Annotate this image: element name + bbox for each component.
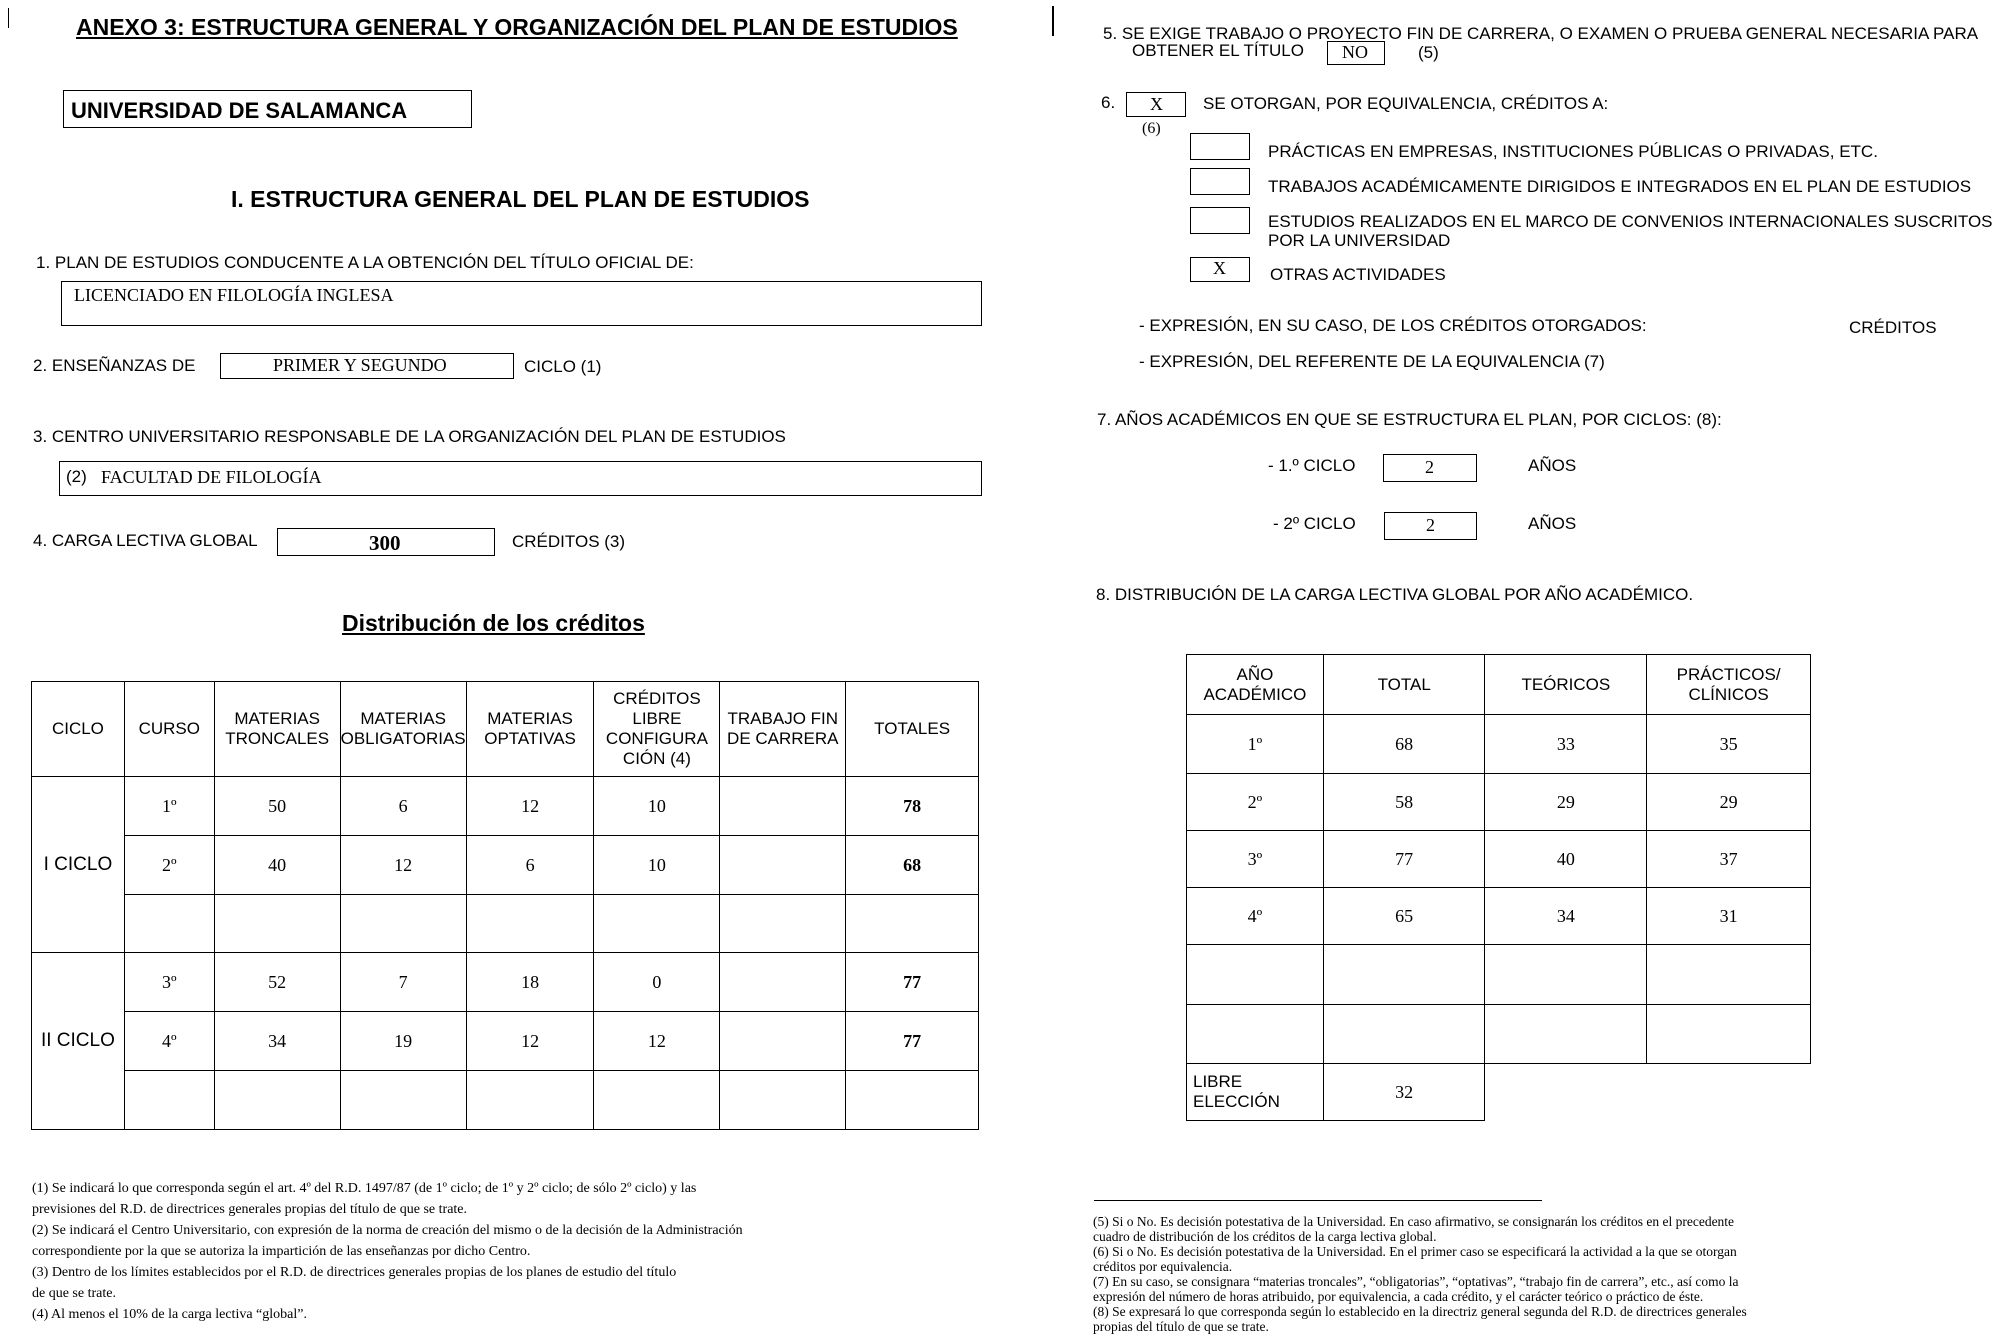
item4-suffix: CRÉDITOS (3) — [512, 532, 626, 551]
item5-value: NO — [1342, 42, 1368, 62]
cell-teoricos: 33 — [1485, 715, 1647, 774]
cell-totales: 77 — [846, 953, 979, 1012]
cell-curso — [124, 1071, 214, 1130]
university-name: UNIVERSIDAD DE SALAMANCA — [71, 98, 408, 123]
footnote-line: (8) Se expresará lo que corresponda según lo establecido en la directriz general segunda del R.D. de directrices generales — [1093, 1304, 1747, 1319]
cell-troncales: 52 — [214, 953, 340, 1012]
table-row — [32, 895, 979, 953]
cell-practicos: 31 — [1647, 888, 1811, 945]
cell-optativas: 12 — [466, 777, 594, 836]
footnote-line: (7) En su caso, se consignara “materias troncales”, “obligatorias”, “optativas”, “trabajo fin de carrera”, etc., así como la — [1093, 1274, 1739, 1289]
cell-obligatorias: 6 — [340, 777, 466, 836]
cell-total — [1323, 1005, 1485, 1064]
cell-optativas — [466, 1071, 594, 1130]
cell-teoricos: 34 — [1485, 888, 1647, 945]
cell-trabajo — [720, 953, 846, 1012]
table-row — [32, 1012, 979, 1071]
cell-year: 4º — [1187, 888, 1324, 945]
cycle1-label: - 1.º CICLO — [1268, 456, 1356, 475]
expression-credits-label: - EXPRESIÓN, EN SU CASO, DE LOS CRÉDITOS OTORGADOS: — [1139, 316, 1647, 335]
expression-referent-label: - EXPRESIÓN, DEL REFERENTE DE LA EQUIVALENCIA (7) — [1139, 352, 1605, 371]
cell-curso: 1º — [124, 777, 214, 836]
cell-curso: 3º — [124, 953, 214, 1012]
cell-total: 68 — [1323, 715, 1485, 774]
cell-trabajo — [720, 777, 846, 836]
item3-prefix: (2) — [66, 467, 87, 486]
cell-practicos: 35 — [1647, 715, 1811, 774]
item5-note: (5) — [1418, 43, 1439, 62]
cell-practicos: 37 — [1647, 831, 1811, 888]
cell-curso: 2º — [124, 836, 214, 895]
cell-year: 3º — [1187, 831, 1324, 888]
option-mark: X — [1213, 258, 1226, 278]
cycle2-label: - 2º CICLO — [1273, 514, 1356, 533]
cell-totales: 78 — [846, 777, 979, 836]
col-header-optativas: MATERIAS OPTATIVAS — [466, 682, 594, 777]
option-checkbox-trabajos[interactable] — [1190, 168, 1250, 195]
cell-empty — [1647, 1064, 1811, 1121]
cell-trabajo — [720, 1012, 846, 1071]
table-row — [1187, 888, 1811, 945]
cell-optativas: 6 — [466, 836, 594, 895]
table-row — [1187, 831, 1811, 888]
col-header-libre: CRÉDITOS LIBRE CONFIGURA CIÓN (4) — [594, 682, 720, 777]
item2-field — [220, 353, 514, 379]
cell-obligatorias: 12 — [340, 836, 466, 895]
cell-trabajo — [720, 1071, 846, 1130]
cell-libre: 0 — [594, 953, 720, 1012]
cell-totales — [846, 1071, 979, 1130]
footnote-separator — [1094, 1200, 1542, 1201]
footnote-line: créditos por equivalencia. — [1093, 1259, 1233, 1274]
cell-obligatorias — [340, 1071, 466, 1130]
item6-note: (6) — [1142, 120, 1161, 137]
cell-practicos — [1647, 945, 1811, 1005]
option-label-practicas: PRÁCTICAS EN EMPRESAS, INSTITUCIONES PÚBLICAS O PRIVADAS, ETC. — [1268, 142, 1878, 161]
option-checkbox-practicas[interactable] — [1190, 133, 1250, 160]
table-row — [1187, 1005, 1811, 1064]
table-row — [32, 953, 979, 1012]
table-row — [1187, 945, 1811, 1005]
option-checkbox-otras[interactable] — [1190, 257, 1250, 282]
option-label-trabajos: TRABAJOS ACADÉMICAMENTE DIRIGIDOS E INTEGRADOS EN EL PLAN DE ESTUDIOS — [1268, 177, 1972, 196]
cell-libre — [594, 1071, 720, 1130]
col-header-teoricos: TEÓRICOS — [1485, 655, 1647, 715]
cycle2-field — [1384, 512, 1477, 540]
cell-troncales: 50 — [214, 777, 340, 836]
cell-total: 58 — [1323, 774, 1485, 831]
cycle-label: I CICLO — [32, 777, 125, 953]
table-row — [1187, 774, 1811, 831]
cell-teoricos: 40 — [1485, 831, 1647, 888]
annual-load-table — [1186, 654, 1811, 1121]
footnote-line: (4) Al menos el 10% de la carga lectiva “global”. — [32, 1307, 307, 1322]
cell-troncales: 34 — [214, 1012, 340, 1071]
footnote-line: propias del título de que se trate. — [1093, 1319, 1269, 1334]
cell-optativas: 18 — [466, 953, 594, 1012]
item1-label: 1. PLAN DE ESTUDIOS CONDUCENTE A LA OBTENCIÓN DEL TÍTULO OFICIAL DE: — [36, 253, 694, 272]
table-header-row — [32, 682, 979, 777]
item3-field — [59, 461, 982, 496]
option-label-estudios-line2: POR LA UNIVERSIDAD — [1268, 231, 1451, 250]
table-row — [32, 836, 979, 895]
footnote-line: (5) Si o No. Es decisión potestativa de la Universidad. En caso afirmativo, se consignarán los créditos en el precedente — [1093, 1214, 1735, 1229]
cell-optativas — [466, 895, 594, 953]
cell-year: 1º — [1187, 715, 1324, 774]
annex-title: ANEXO 3: ESTRUCTURA GENERAL Y ORGANIZACIÓN DEL PLAN DE ESTUDIOS — [76, 14, 958, 40]
credits-distribution-table — [31, 681, 979, 1130]
cycle1-suffix: AÑOS — [1528, 456, 1577, 475]
col-header-curso: CURSO — [124, 682, 214, 777]
cell-totales — [846, 895, 979, 953]
footnote-line: cuadro de distribución de los créditos de la carga lectiva global. — [1093, 1229, 1437, 1244]
cell-libre-label: LIBRE ELECCIÓN — [1187, 1064, 1324, 1121]
section-title: I. ESTRUCTURA GENERAL DEL PLAN DE ESTUDIOS — [231, 186, 810, 212]
col-header-totales: TOTALES — [846, 682, 979, 777]
item4-field — [277, 528, 495, 556]
cell-curso — [124, 895, 214, 953]
cycle2-value: 2 — [1426, 515, 1435, 535]
cell-troncales — [214, 1071, 340, 1130]
cell-teoricos — [1485, 1005, 1647, 1064]
footnote-line: (6) Si o No. Es decisión potestativa de la Universidad. En el primer caso se especificará la actividad a la que se otorgan — [1093, 1244, 1737, 1259]
cell-year — [1187, 1005, 1324, 1064]
cell-totales: 68 — [846, 836, 979, 895]
item5-line2: OBTENER EL TÍTULO — [1132, 41, 1304, 60]
page-divider-mark — [1052, 6, 1054, 36]
cell-libre: 10 — [594, 777, 720, 836]
item6-value: X — [1150, 94, 1163, 114]
cell-obligatorias: 7 — [340, 953, 466, 1012]
distribution-title: Distribución de los créditos — [342, 610, 645, 636]
item1-value: LICENCIADO EN FILOLOGÍA INGLESA — [74, 285, 394, 305]
col-header-ano: AÑO ACADÉMICO — [1187, 655, 1324, 715]
footnote-line: expresión del número de horas atribuido, por equivalencia, a cada crédito, y el carácter teórico o práctico de éste. — [1093, 1289, 1704, 1304]
cell-troncales: 40 — [214, 836, 340, 895]
option-label-otras: OTRAS ACTIVIDADES — [1270, 265, 1446, 284]
footnote-line: (2) Se indicará el Centro Universitario, con expresión de la norma de creación del mismo o de la decisión de la Administración — [32, 1223, 743, 1238]
cell-libre: 10 — [594, 836, 720, 895]
item3-label: 3. CENTRO UNIVERSITARIO RESPONSABLE DE LA ORGANIZACIÓN DEL PLAN DE ESTUDIOS — [33, 427, 786, 446]
item2-label: 2. ENSEÑANZAS DE — [33, 356, 196, 375]
cell-year: 2º — [1187, 774, 1324, 831]
table-row — [32, 777, 979, 836]
item2-suffix: CICLO (1) — [524, 357, 602, 376]
expression-credits-suffix: CRÉDITOS — [1849, 318, 1937, 337]
cycle2-suffix: AÑOS — [1528, 514, 1577, 533]
cell-trabajo — [720, 895, 846, 953]
cell-practicos — [1647, 1005, 1811, 1064]
cell-practicos: 29 — [1647, 774, 1811, 831]
footnote-line: (1) Se indicará lo que corresponda según el art. 4º del R.D. 1497/87 (de 1º ciclo; de 1º y 2º ciclo; de sólo 2º ciclo) y las — [32, 1181, 697, 1196]
cell-troncales — [214, 895, 340, 953]
col-header-trabajo: TRABAJO FIN DE CARRERA — [720, 682, 846, 777]
cell-total: 65 — [1323, 888, 1485, 945]
item6-number: 6. — [1101, 93, 1116, 112]
item4-value: 300 — [369, 531, 401, 555]
cell-obligatorias: 19 — [340, 1012, 466, 1071]
table-header-row — [1187, 655, 1811, 715]
item8-label: 8. DISTRIBUCIÓN DE LA CARGA LECTIVA GLOBAL POR AÑO ACADÉMICO. — [1096, 585, 1694, 604]
cell-trabajo — [720, 836, 846, 895]
item6-label: SE OTORGAN, POR EQUIVALENCIA, CRÉDITOS A: — [1203, 94, 1609, 113]
footnote-line: previsiones del R.D. de directrices generales propias del título de que se trate. — [32, 1202, 468, 1217]
cell-teoricos — [1485, 945, 1647, 1005]
item1-field — [61, 281, 982, 326]
cell-empty — [1485, 1064, 1647, 1121]
scan-margin-mark-left — [8, 8, 9, 28]
item6-field — [1126, 92, 1186, 117]
cell-libre — [594, 895, 720, 953]
col-header-obligatorias: MATERIAS OBLIGATORIAS — [340, 682, 466, 777]
col-header-total: TOTAL — [1323, 655, 1485, 715]
item5-field — [1327, 41, 1385, 65]
option-label-estudios: ESTUDIOS REALIZADOS EN EL MARCO DE CONVENIOS INTERNACIONALES SUSCRITOS — [1268, 212, 1993, 231]
footnote-line: (3) Dentro de los límites establecidos por el R.D. de directrices generales propias de los planes de estudio del título — [32, 1265, 677, 1280]
col-header-troncales: MATERIAS TRONCALES — [214, 682, 340, 777]
cycle-label: II CICLO — [32, 953, 125, 1130]
cell-total: 77 — [1323, 831, 1485, 888]
university-box — [63, 90, 472, 128]
option-checkbox-estudios[interactable] — [1190, 207, 1250, 234]
cell-teoricos: 29 — [1485, 774, 1647, 831]
table-row-libre — [1187, 1064, 1811, 1121]
cell-libre-value: 32 — [1323, 1064, 1485, 1121]
item4-label: 4. CARGA LECTIVA GLOBAL — [33, 531, 258, 550]
col-header-ciclo: CICLO — [32, 682, 125, 777]
item7-label: 7. AÑOS ACADÉMICOS EN QUE SE ESTRUCTURA EL PLAN, POR CICLOS: (8): — [1097, 410, 1722, 429]
cell-curso: 4º — [124, 1012, 214, 1071]
cycle1-value: 2 — [1425, 457, 1434, 477]
cell-libre: 12 — [594, 1012, 720, 1071]
right-footnotes — [1093, 1214, 1993, 1334]
left-footnotes — [32, 1178, 932, 1325]
item3-value: FACULTAD DE FILOLOGÍA — [101, 467, 322, 487]
table-row — [32, 1071, 979, 1130]
footnote-line: correspondiente por la que se autoriza la impartición de las enseñanzas por dicho Centro. — [32, 1244, 531, 1259]
cell-total — [1323, 945, 1485, 1005]
table-row — [1187, 715, 1811, 774]
cell-optativas: 12 — [466, 1012, 594, 1071]
cycle1-field — [1383, 454, 1477, 482]
cell-totales: 77 — [846, 1012, 979, 1071]
cell-year — [1187, 945, 1324, 1005]
col-header-practicos: PRÁCTICOS/ CLÍNICOS — [1647, 655, 1811, 715]
item2-value: PRIMER Y SEGUNDO — [273, 355, 447, 375]
item5-line1: 5. SE EXIGE TRABAJO O PROYECTO FIN DE CARRERA, O EXAMEN O PRUEBA GENERAL NECESARIA PARA — [1103, 24, 1979, 43]
cell-obligatorias — [340, 895, 466, 953]
footnote-line: de que se trate. — [32, 1286, 116, 1301]
